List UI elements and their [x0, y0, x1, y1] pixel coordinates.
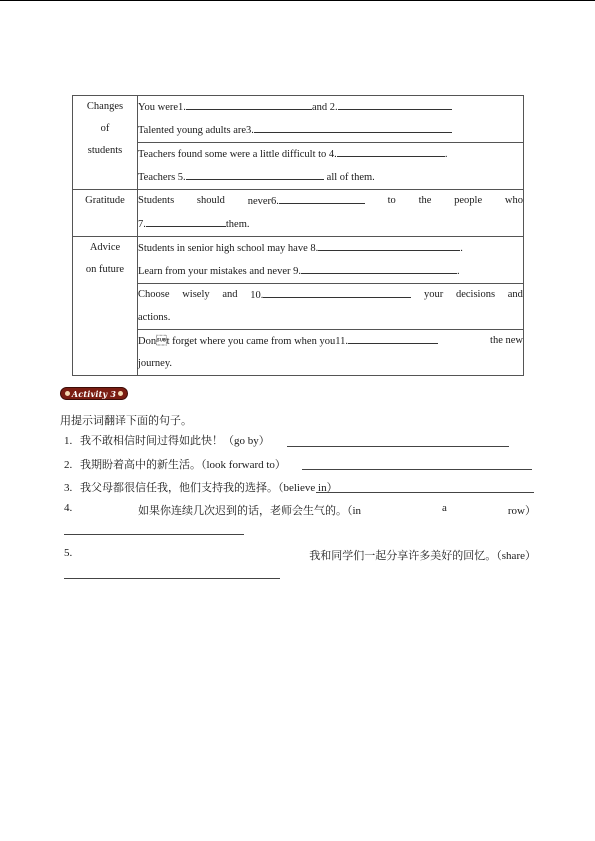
question-3: 3. 我父母都很信任我，他们支持我的选择。（believe in）: [64, 482, 338, 494]
blank-7[interactable]: [146, 213, 226, 227]
blank-10[interactable]: [263, 284, 411, 298]
blank-4[interactable]: [337, 143, 445, 157]
table-row: [73, 190, 524, 237]
table-row: [73, 330, 524, 376]
blank-6[interactable]: [279, 190, 365, 204]
changes-row-2: Teachers found some were a little difficult to 4. . Teachers 5. all of them.: [138, 143, 524, 190]
category-advice-on-future: Advice on future: [73, 237, 138, 376]
changes-row-1: You were1. and 2. Talented young adults are3.: [138, 96, 524, 143]
advice-row-3: Dont forget where you came from when you11. the new journey.: [138, 330, 524, 376]
gratitude-row: Students should never6. to the people who 7. them.: [138, 190, 524, 237]
page-top-rule: [0, 0, 595, 1]
blank-2[interactable]: [338, 96, 452, 110]
advice-row-2: Choose wisely and 10. your decisions and actions.: [138, 284, 524, 330]
category-gratitude: Gratitude: [73, 190, 138, 237]
question-1: 1. 我不敢相信时间过得如此快！（go by）: [64, 435, 270, 447]
instruction-text: 用提示词翻译下面的句子。: [60, 415, 192, 427]
answer-line-1[interactable]: [287, 446, 509, 447]
answer-line-4[interactable]: [64, 534, 244, 535]
question-5: 5. 我和同学们一起分享许多美好的回忆。（share）: [64, 547, 536, 562]
blank-11[interactable]: [348, 330, 438, 344]
advice-row-1: Students in senior high school may have 8. . Learn from your mistakes and never 9. .: [138, 237, 524, 284]
badge-ornament-icon: [65, 391, 70, 396]
blank-3[interactable]: [254, 119, 452, 133]
activity-badge: Activity 3: [60, 387, 128, 400]
answer-line-5[interactable]: [64, 578, 280, 579]
question-2: 2. 我期盼着高中的新生活。（look forward to）: [64, 459, 286, 471]
blank-9[interactable]: [301, 260, 457, 274]
summary-table: [72, 95, 524, 376]
table-row: [73, 96, 524, 143]
answer-line-2[interactable]: [302, 469, 532, 470]
table-row: [73, 143, 524, 190]
table-row: [73, 284, 524, 330]
question-4: 4. 如果你连续几次迟到的话，老师会生气的。（in a row）: [64, 502, 536, 517]
blank-5[interactable]: [186, 166, 324, 180]
answer-line-3[interactable]: [316, 492, 534, 493]
blank-1[interactable]: [186, 96, 312, 110]
table-row: [73, 237, 524, 284]
blank-8[interactable]: [318, 237, 460, 251]
badge-ornament-icon: [118, 391, 123, 396]
category-changes-of-students: Changes of students: [73, 96, 138, 190]
